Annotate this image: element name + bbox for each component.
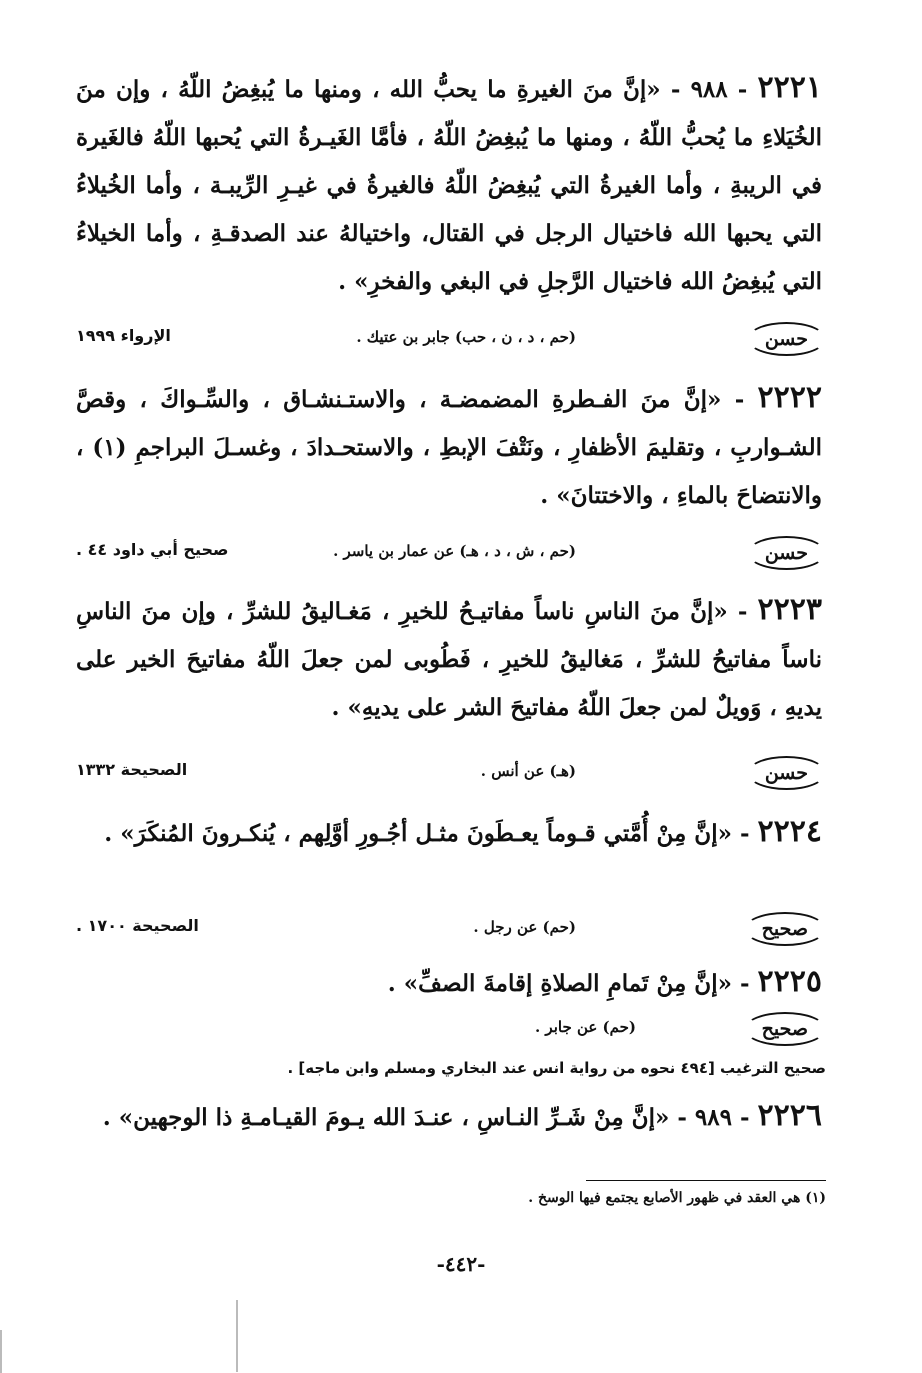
source-line bbox=[76, 912, 826, 948]
book-reference: الصحيحة ١٧٠٠ . bbox=[76, 916, 199, 935]
hadith-number: ٢٢٢٦ bbox=[757, 1098, 822, 1133]
source-line bbox=[76, 322, 826, 358]
hadith-text: - «إنَّ منَ الفـطرةِ المضمضـة ، والاستـنشـاق ، والسِّـواكَ ، وقصَّ الشـواربِ ، وتقليمَ الأظفارِ ، ونَتْفَ الإبطِ ، والاستحـدادَ ، وغسـلَ البراجمِ (١) ، والانتضاحَ بالماءِ ، والاختتانَ» . bbox=[76, 386, 822, 509]
hadith-entry bbox=[76, 586, 822, 732]
grade-badge: حسن bbox=[747, 756, 826, 790]
footnote: (١) هي العقد في ظهور الأصابع يجتمع فيها الوسخ . bbox=[528, 1190, 826, 1206]
source-refs: (حم ، ش ، د ، هـ) عن عمار بن ياسر . bbox=[333, 542, 576, 560]
source-line bbox=[76, 756, 826, 792]
page-number: -٤٤٢- bbox=[436, 1252, 486, 1276]
hadith-text: - «إنَّ منَ الناسِ ناساً مفاتيـحُ للخيرِ ، مَغـاليقُ للشرِّ ، وإن منَ الناسِ ناساً مفاتيحُ للشرِّ ، مَغاليقُ للخيرِ ، فَطُوبى لمن جعلَ اللّهُ مفاتيحَ الخير على يديهِ ، وَويلٌ لمن جعلَ اللّهُ مفاتيحَ الشر على يديهِ» . bbox=[76, 598, 822, 721]
book-reference: صحيح أبي داود ٤٤ . bbox=[76, 540, 229, 559]
grade-badge: صحيح bbox=[744, 1012, 826, 1046]
book-reference: الصحيحة ١٣٣٢ bbox=[76, 760, 188, 779]
source-refs: (حم) عن رجل . bbox=[473, 918, 576, 936]
hadith-entry bbox=[76, 958, 822, 1008]
hadith-entry bbox=[76, 64, 822, 306]
hadith-text: - ٩٨٨ - «إنَّ منَ الغيرةِ ما يحبُّ الله ، ومنها ما يُبغِضُ اللّهُ ، وإن منَ الخُيَلاءِ ما يُحبُّ اللّهُ ، ومنها ما يُبغِضُ اللّهُ ، فأمَّا الغَيـرةُ التي يُحبها اللّهُ فالغَيرة في الريبةِ ، وأما الغيرةُ التي يُبغِضُ اللّهُ فالغيرةُ في غيـرِ الرِّيبـة ، وأما الخُيلاءُ التي يحبها الله فاختيال الرجل في القتال، واختيالهُ عند الصدقـةِ ، وأما الخيلاءُ التي يُبغِضُ الله فاختيال الرَّجلِ في البغي والفخرِ» . bbox=[76, 76, 822, 295]
grade-badge: صحيح bbox=[744, 912, 826, 946]
source-line bbox=[76, 536, 826, 572]
hadith-number: ٢٢٢٥ bbox=[757, 964, 822, 999]
scan-mark bbox=[236, 1300, 238, 1372]
source-line bbox=[76, 1012, 826, 1048]
book-reference: الإرواء ١٩٩٩ bbox=[76, 326, 171, 345]
hadith-entry bbox=[76, 374, 822, 520]
hadith-number: ٢٢٢٣ bbox=[757, 592, 822, 627]
grade-badge: حسن bbox=[747, 536, 826, 570]
footnote-divider bbox=[586, 1180, 826, 1181]
grade-badge: حسن bbox=[747, 322, 826, 356]
source-refs: (هـ) عن أنس . bbox=[480, 762, 576, 780]
hadith-number: ٢٢٢١ bbox=[757, 70, 822, 105]
hadith-text: - ٩٨٩ - «إنَّ مِنْ شَـرِّ النـاسِ ، عنـدَ الله يـومَ القيـامـةِ ذا الوجهين» . bbox=[102, 1104, 750, 1131]
hadith-number: ٢٢٢٢ bbox=[757, 380, 822, 415]
hadith-entry bbox=[76, 808, 822, 858]
source-refs: (حم) عن جابر . bbox=[534, 1018, 636, 1036]
source-refs: (حم ، د ، ن ، حب) جابر بن عتيك . bbox=[356, 328, 576, 346]
hadith-text: - «إنَّ مِنْ تَمامِ الصلاةِ إقامةَ الصفِّ» . bbox=[387, 970, 750, 997]
hadith-entry bbox=[76, 1092, 822, 1142]
targheeb-note: صحيح الترغيب [٤٩٤ نحوه من رواية انس عند البخاري ومسلم وابن ماجه] . bbox=[287, 1059, 826, 1077]
scan-mark bbox=[0, 1330, 2, 1373]
hadith-text: - «إنَّ مِنْ أُمَّتي قـوماً يعـطَونَ مثـل أجُـورِ أوَّلِهم ، يُنكـرونَ المُنكَرَ» . bbox=[104, 820, 750, 847]
hadith-number: ٢٢٢٤ bbox=[757, 814, 822, 849]
